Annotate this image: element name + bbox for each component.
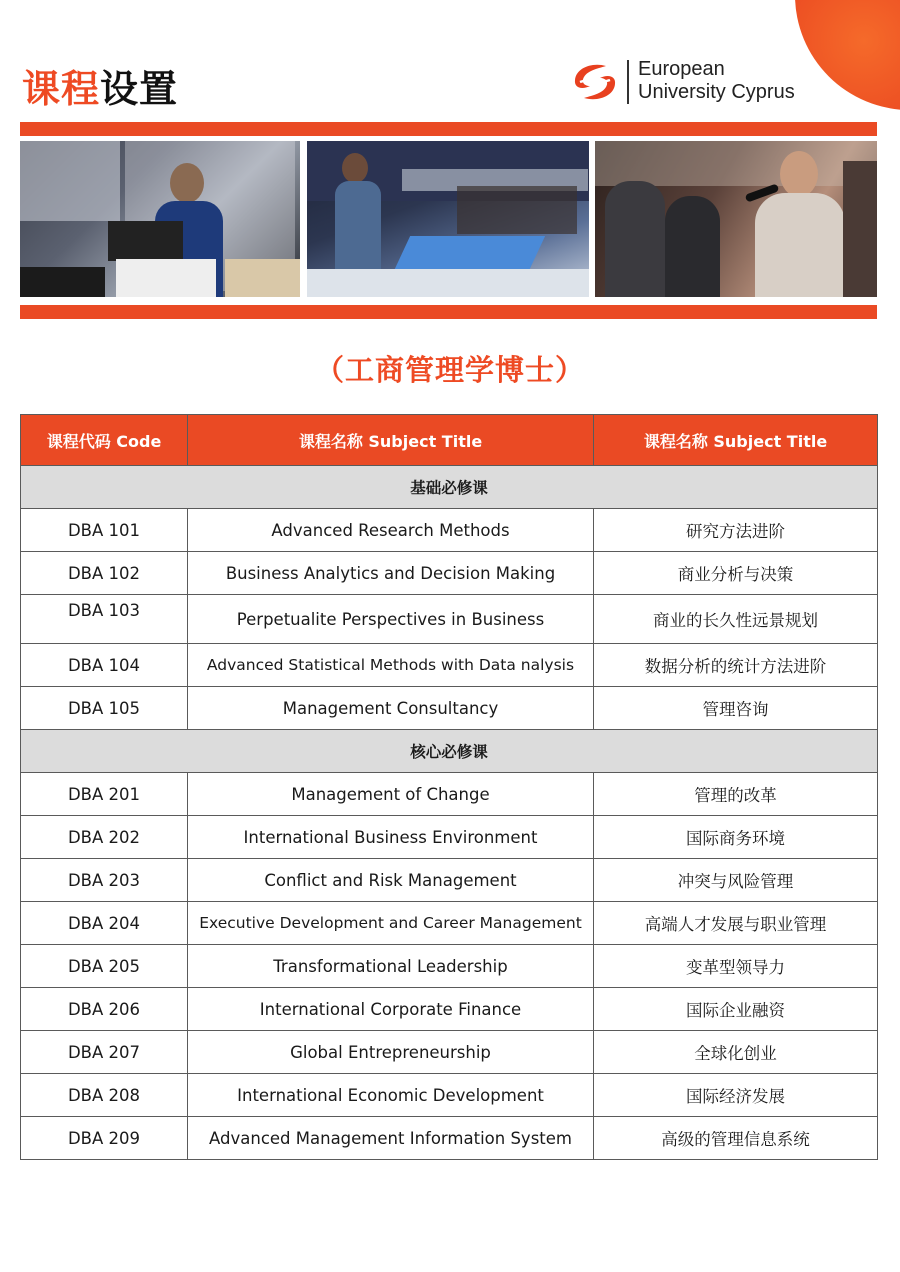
table-row	[21, 773, 878, 816]
logo-line-2: University Cyprus	[638, 81, 795, 103]
course-title-zh: 管理咨询	[594, 687, 878, 730]
course-title-en: International Business Environment	[188, 816, 594, 859]
accent-bar-bottom	[20, 305, 877, 319]
course-code: DBA 207	[21, 1031, 188, 1074]
photo-student-microphone	[595, 141, 877, 297]
table-header-row	[21, 415, 878, 466]
logo-divider	[627, 60, 629, 104]
course-code: DBA 103	[21, 595, 188, 644]
course-title-en: Conflict and Risk Management	[188, 859, 594, 902]
course-code: DBA 202	[21, 816, 188, 859]
header-title-zh: 课程名称 Subject Title	[594, 415, 878, 466]
program-title: （工商管理学博士）	[314, 353, 585, 387]
page-title-dark: 设置	[100, 67, 179, 111]
table-row	[21, 1031, 878, 1074]
course-table	[20, 414, 878, 1160]
course-title-en: International Economic Development	[188, 1074, 594, 1117]
course-code: DBA 205	[21, 945, 188, 988]
course-code: DBA 208	[21, 1074, 188, 1117]
course-title-en: Management Consultancy	[188, 687, 594, 730]
course-title-zh: 全球化创业	[594, 1031, 878, 1074]
course-title-en: Business Analytics and Decision Making	[188, 552, 594, 595]
university-logo	[570, 58, 820, 108]
page-title	[22, 58, 178, 113]
table-row	[21, 1117, 878, 1160]
table-row	[21, 1074, 878, 1117]
course-title-zh: 国际商务环境	[594, 816, 878, 859]
table-row	[21, 509, 878, 552]
course-title-en: Perpetualite Perspectives in Business	[188, 595, 594, 644]
section-row-core	[21, 730, 878, 773]
header-code: 课程代码 Code	[21, 415, 188, 466]
photo-speaker-presentation	[20, 141, 300, 297]
course-title-zh: 变革型领导力	[594, 945, 878, 988]
course-code: DBA 206	[21, 988, 188, 1031]
course-title-en: Advanced Research Methods	[188, 509, 594, 552]
course-title-zh: 管理的改革	[594, 773, 878, 816]
course-title-zh: 高级的管理信息系统	[594, 1117, 878, 1160]
course-title-zh: 商业分析与决策	[594, 552, 878, 595]
course-title-zh: 冲突与风险管理	[594, 859, 878, 902]
table-row	[21, 644, 878, 687]
section-title: 核心必修课	[21, 730, 878, 773]
logo-line-1: European	[638, 58, 725, 80]
course-code: DBA 102	[21, 552, 188, 595]
course-title-en: Executive Development and Career Management	[188, 902, 594, 945]
course-title-zh: 数据分析的统计方法进阶	[594, 644, 878, 687]
course-title-en: Advanced Statistical Methods with Data nalysis	[188, 644, 594, 687]
section-title: 基础必修课	[21, 466, 878, 509]
course-title-zh: 高端人才发展与职业管理	[594, 902, 878, 945]
course-title-en: Advanced Management Information System	[188, 1117, 594, 1160]
course-title-en: Global Entrepreneurship	[188, 1031, 594, 1074]
table-row	[21, 945, 878, 988]
accent-bar-top	[20, 122, 877, 136]
table-row	[21, 816, 878, 859]
course-title-zh: 国际企业融资	[594, 988, 878, 1031]
course-code: DBA 105	[21, 687, 188, 730]
table-row	[21, 552, 878, 595]
table-row	[21, 687, 878, 730]
page-title-accent: 课程	[22, 67, 101, 111]
course-title-zh: 商业的长久性远景规划	[594, 595, 878, 644]
course-title-zh: 研究方法进阶	[594, 509, 878, 552]
logo-text	[638, 58, 795, 104]
photo-classroom-screen	[307, 141, 589, 297]
course-title-en: International Corporate Finance	[188, 988, 594, 1031]
logo-swoosh-icon	[570, 60, 620, 104]
section-row-foundation	[21, 466, 878, 509]
table-row	[21, 595, 878, 644]
course-code: DBA 101	[21, 509, 188, 552]
table-row	[21, 988, 878, 1031]
course-code: DBA 104	[21, 644, 188, 687]
course-title-en: Management of Change	[188, 773, 594, 816]
table-row	[21, 859, 878, 902]
course-title-zh: 国际经济发展	[594, 1074, 878, 1117]
course-code: DBA 204	[21, 902, 188, 945]
course-code: DBA 209	[21, 1117, 188, 1160]
course-code: DBA 201	[21, 773, 188, 816]
table-row	[21, 902, 878, 945]
header-title-en: 课程名称 Subject Title	[188, 415, 594, 466]
course-code: DBA 203	[21, 859, 188, 902]
course-title-en: Transformational Leadership	[188, 945, 594, 988]
